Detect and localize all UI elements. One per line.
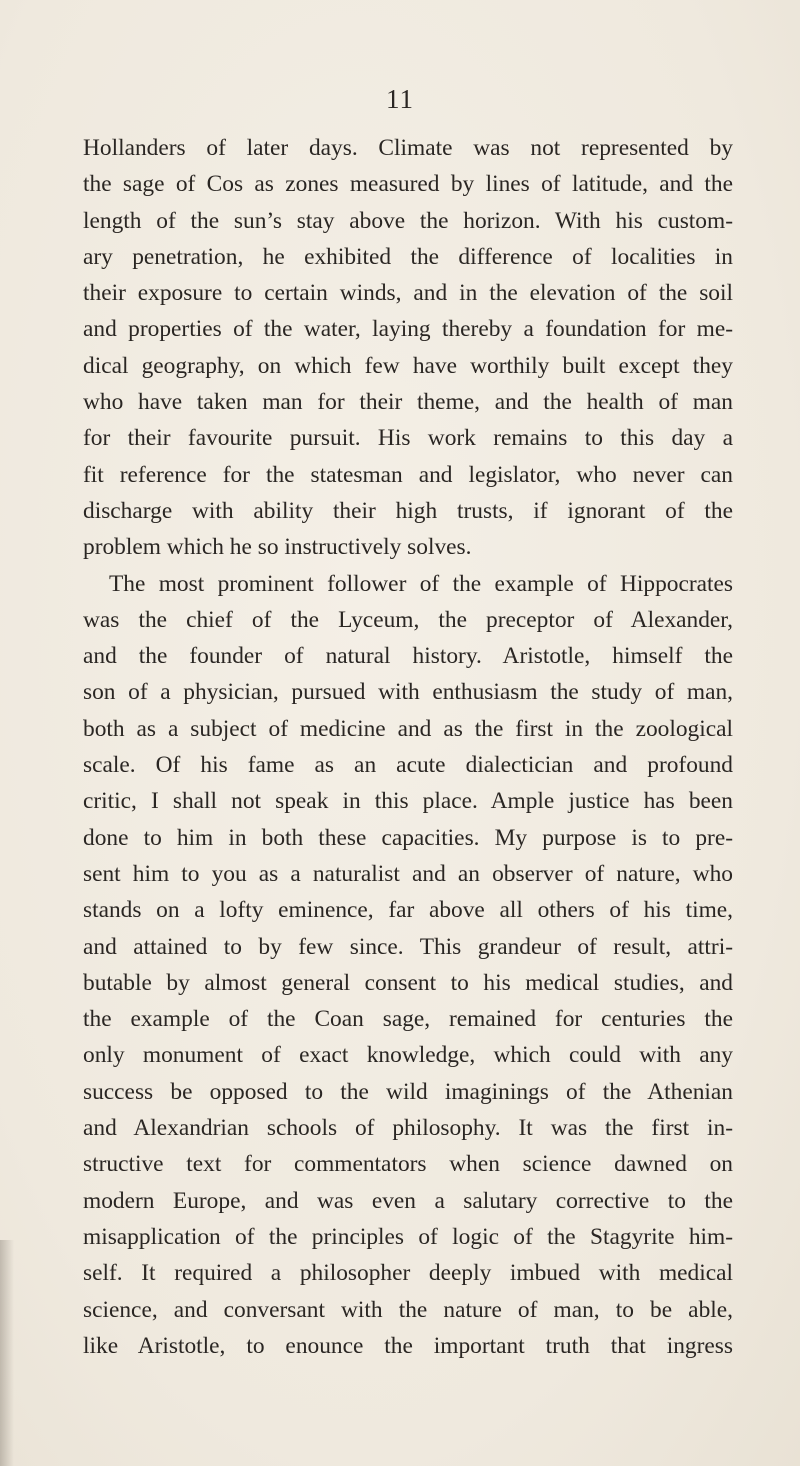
- text-line: discharge with ability their high trusts, if ignorant of the: [83, 497, 733, 524]
- text-line: for their favourite pursuit. His work remains to this day a: [83, 425, 733, 452]
- text-line: critic, I shall not speak in this place. Ample justice has been: [83, 788, 733, 815]
- paragraph-start-line: The most prominent follower of the example of Hippocrates: [109, 570, 733, 597]
- text-line: structive text for commentators when science dawned on: [83, 1151, 733, 1178]
- text-line: the example of the Coan sage, remained for centuries the: [83, 1006, 733, 1033]
- text-line: modern Europe, and was even a salutary corrective to the: [83, 1187, 733, 1214]
- page-edge-shadow: [0, 1240, 14, 1466]
- text-line: stands on a lofty eminence, far above all others of his time,: [83, 897, 733, 924]
- text-line: ary penetration, he exhibited the difference of localities in: [83, 243, 733, 270]
- text-line: who have taken man for their theme, and the health of man: [83, 389, 733, 416]
- text-line: sent him to you as a naturalist and an observer of nature, who: [83, 860, 733, 887]
- text-line: problem which he so instructively solves.: [83, 534, 472, 561]
- text-line: and properties of the water, laying thereby a foundation for me-: [83, 316, 733, 343]
- text-line: scale. Of his fame as an acute dialectician and profound: [83, 752, 733, 779]
- text-line: Hollanders of later days. Climate was not represented by: [83, 135, 733, 161]
- text-line: dical geography, on which few have worthily built except they: [83, 352, 733, 379]
- text-line: science, and conversant with the nature of man, to be able,: [83, 1296, 733, 1323]
- text-line: misapplication of the principles of logic of the Stagyrite him-: [83, 1223, 733, 1250]
- text-line: their exposure to certain winds, and in the elevation of the soil: [83, 280, 733, 307]
- text-line: was the chief of the Lyceum, the preceptor of Alexander,: [83, 606, 733, 633]
- page-number: 11: [386, 84, 414, 114]
- text-line: both as a subject of medicine and as the first in the zoological: [83, 715, 733, 742]
- text-line: success be opposed to the wild imaginings of the Athenian: [83, 1078, 733, 1105]
- text-line: the sage of Cos as zones measured by lines of latitude, and the: [83, 171, 733, 198]
- text-line: son of a physician, pursued with enthusiasm the study of man,: [83, 679, 733, 706]
- text-line: butable by almost general consent to his medical studies, and: [83, 969, 733, 996]
- body-text: [83, 130, 733, 1364]
- text-line: only monument of exact knowledge, which could with any: [83, 1042, 733, 1069]
- text-line: and the founder of natural history. Aristotle, himself the: [83, 643, 733, 670]
- text-line: done to him in both these capacities. My purpose is to pre-: [83, 824, 733, 851]
- text-line: length of the sun’s stay above the horizon. With his custom-: [83, 207, 733, 234]
- text-line: and attained to by few since. This grandeur of result, attri-: [83, 933, 733, 960]
- text-line: self. It required a philosopher deeply imbued with medical: [83, 1260, 733, 1287]
- text-line: like Aristotle, to enounce the important truth that ingress: [83, 1332, 733, 1359]
- text-line: fit reference for the statesman and legislator, who never can: [83, 461, 733, 488]
- text-line: and Alexandrian schools of philosophy. It was the first in-: [83, 1115, 733, 1142]
